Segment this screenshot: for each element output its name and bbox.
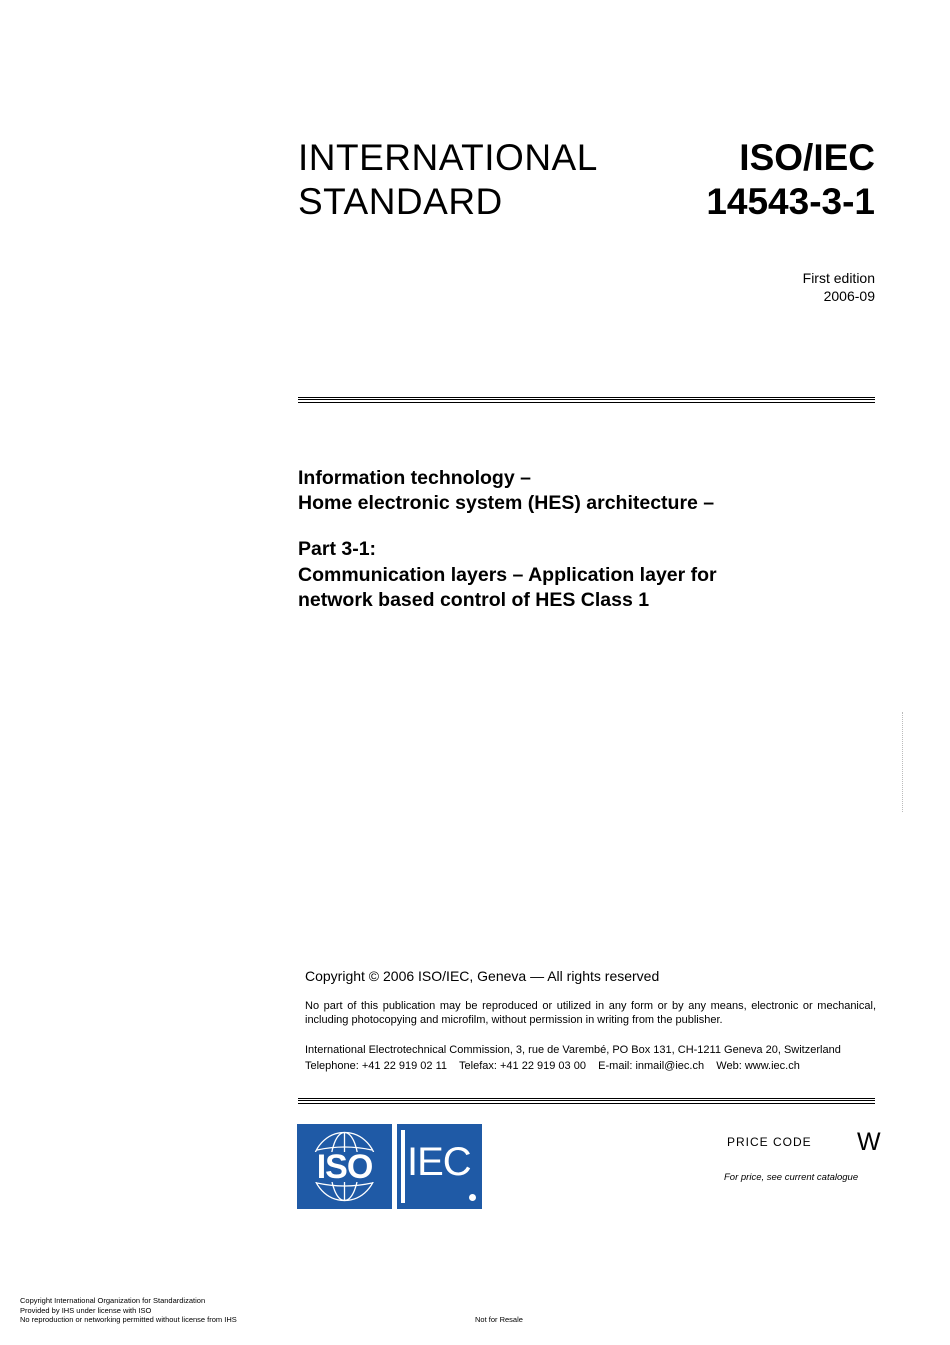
top-divider <box>298 397 875 403</box>
bottom-divider <box>298 1098 875 1104</box>
standard-series: ISO/IEC <box>739 137 875 178</box>
price-code-label: PRICE CODE <box>727 1135 812 1149</box>
standard-number: 14543-3-1 <box>706 181 875 222</box>
iec-logo <box>397 1124 482 1209</box>
edition-label: First edition <box>802 270 875 286</box>
iso-logo <box>297 1124 392 1209</box>
edition-date: 2006-09 <box>823 288 875 304</box>
footer-line-3: No reproduction or networking permitted without license from IHS <box>20 1315 237 1324</box>
title-part: Part 3-1: <box>298 538 377 560</box>
doc-type-line2: STANDARD <box>298 181 503 222</box>
iec-address: International Electrotechnical Commission, 3, rue de Varembé, PO Box 131, CH-1211 Geneva 20, Switzerland <box>305 1044 841 1056</box>
title-line-4: network based control of HES Class 1 <box>298 589 650 611</box>
iec-logo-text: IEC <box>407 1140 471 1184</box>
footer-line-1: Copyright International Organization for Standardization <box>20 1296 206 1305</box>
copyright-notice: No part of this publication may be reproduced or utilized in any form or by any means, electronic or mechanical, including photocopying and microfilm, without permission in writing from the publisher. <box>305 1000 876 1026</box>
footer-not-for-resale: Not for Resale <box>475 1315 523 1324</box>
footer-line-2: Provided by IHS under license with ISO <box>20 1305 152 1315</box>
price-note: For price, see current catalogue <box>724 1172 859 1183</box>
iec-contact: Telephone: +41 22 919 02 11 Telefax: +41 22 919 03 00 E-mail: inmail@iec.ch Web: www.iec.ch <box>305 1060 800 1072</box>
side-scan-mark <box>902 712 905 812</box>
copyright-line: Copyright © 2006 ISO/IEC, Geneva — All rights reserved <box>305 968 660 984</box>
iec-logo-bar <box>401 1130 405 1203</box>
title-line-3: Communication layers – Application layer for <box>298 564 717 586</box>
price-code-value: W <box>857 1128 881 1156</box>
title-line-1: Information technology – <box>298 467 531 489</box>
title-line-2: Home electronic system (HES) architecture – <box>298 492 715 514</box>
iec-logo-dot <box>469 1194 476 1201</box>
doc-type-line1: INTERNATIONAL <box>298 137 598 178</box>
iso-logo-text: ISO <box>316 1148 373 1186</box>
footer-license <box>20 1296 237 1325</box>
